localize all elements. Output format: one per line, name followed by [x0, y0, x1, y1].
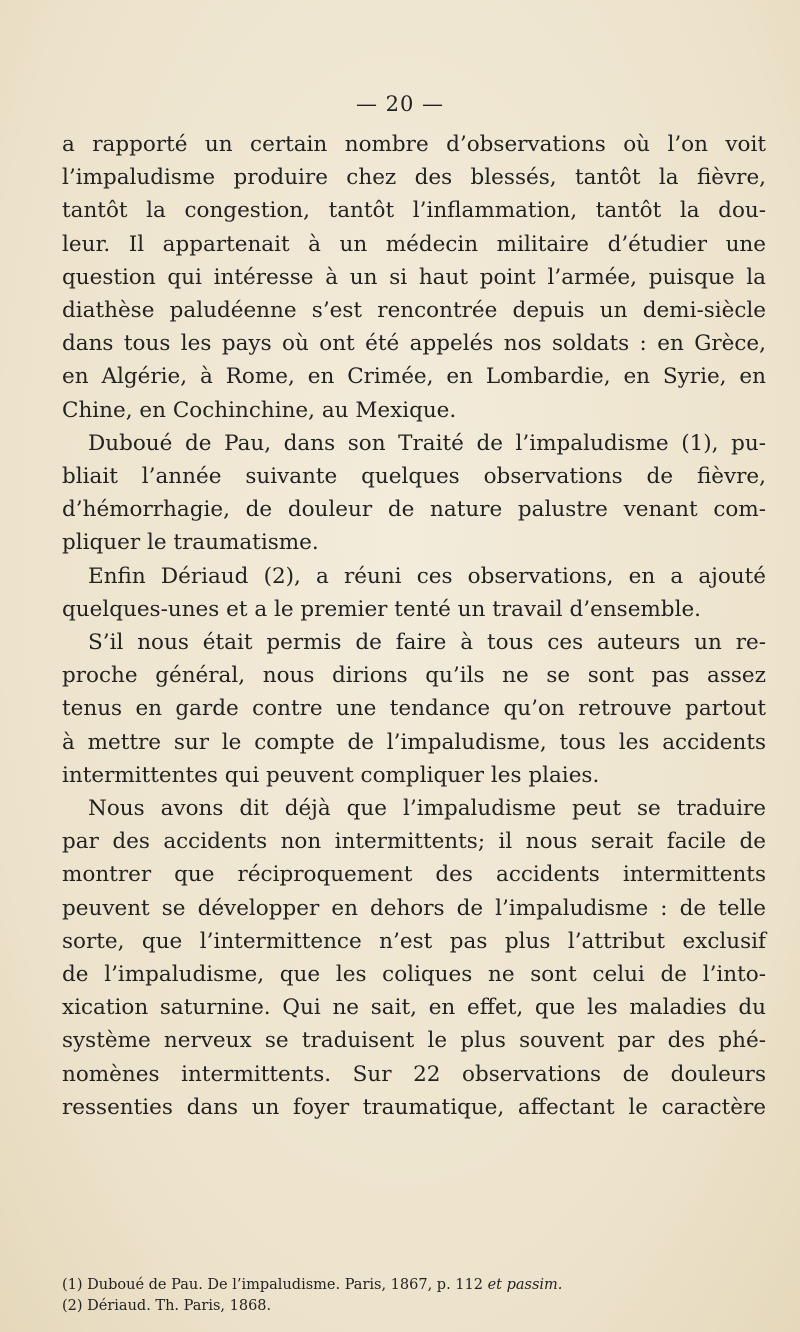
text-line: proche général, nous dirions qu’ils ne se sont pas assez [62, 663, 766, 689]
text-line: S’il nous était permis de faire à tous ces auteurs un re- [88, 630, 766, 656]
text-line: tantôt la congestion, tantôt l’inflammation, tantôt la dou- [62, 198, 766, 224]
text-line: peuvent se développer en dehors de l’impaludisme : de telle [62, 895, 766, 921]
text-line: en Algérie, à Rome, en Crimée, en Lombardie, en Syrie, en [62, 364, 766, 390]
body-text [62, 128, 766, 1124]
text-line: intermittentes qui peuvent compliquer les plaies. [62, 762, 600, 788]
text-line: de l’impaludisme, que les coliques ne sont celui de l’into- [62, 962, 766, 988]
text-line: a rapporté un certain nombre d’observations où l’on voit [62, 132, 766, 157]
footnote-2: (2) Dériaud. Th. Paris, 1868. [62, 1298, 272, 1314]
text-line: dans tous les pays où ont été appelés nos soldats : en Grèce, [62, 331, 766, 357]
text-line: nomènes intermittents. Sur 22 observations de douleurs [62, 1061, 766, 1087]
text-line: Enfin Dériaud (2), a réuni ces observations, en a ajouté [88, 563, 766, 589]
text-line: Chine, en Cochinchine, au Mexique. [62, 397, 457, 423]
page-number: — 20 — [355, 92, 445, 116]
text-line: leur. Il appartenait à un médecin militaire d’étudier une [62, 231, 766, 257]
footnote-1-text: (1) Duboué de Pau. De l’impaludisme. Paris, 1867, p. 112 [62, 1277, 483, 1293]
text-line: sorte, que l’intermittence n’est pas plus l’attribut exclusif [62, 928, 766, 954]
text-line: xication saturnine. Qui ne sait, en effet, que les maladies du [62, 995, 766, 1021]
footnote-1-passim: et passim. [487, 1277, 563, 1293]
text-line: à mettre sur le compte de l’impaludisme, tous les accidents [62, 729, 766, 755]
text-line: bliait l’année suivante quelques observations de fièvre, [62, 464, 766, 490]
text-line: diathèse paludéenne s’est rencontrée depuis un demi-siècle [62, 298, 766, 324]
footnotes [62, 1275, 766, 1317]
text-line: l’impaludisme produire chez des blessés, tantôt la fièvre, [62, 165, 766, 191]
text-line: tenus en garde contre une tendance qu’on retrouve partout [62, 696, 766, 722]
footnote-1 [62, 1275, 766, 1296]
text-line: question qui intéresse à un si haut point l’armée, puisque la [62, 264, 766, 290]
text-line: d’hémorrhagie, de douleur de nature palustre venant com- [62, 497, 766, 523]
text-line: système nerveux se traduisent le plus souvent par des phé- [62, 1028, 766, 1054]
text-line: ressenties dans un foyer traumatique, affectant le caractère [62, 1094, 766, 1120]
text-line: montrer que réciproquement des accidents intermittents [62, 862, 766, 888]
text-line: pliquer le traumatisme. [62, 530, 319, 556]
text-line: par des accidents non intermittents; il nous serait facile de [62, 829, 766, 855]
text-line: Nous avons dit déjà que l’impaludisme peut se traduire [88, 796, 766, 822]
text-line: Duboué de Pau, dans son Traité de l’impaludisme (1), pu- [88, 430, 766, 456]
text-line: quelques-unes et a le premier tenté un travail d’ensemble. [62, 596, 702, 622]
